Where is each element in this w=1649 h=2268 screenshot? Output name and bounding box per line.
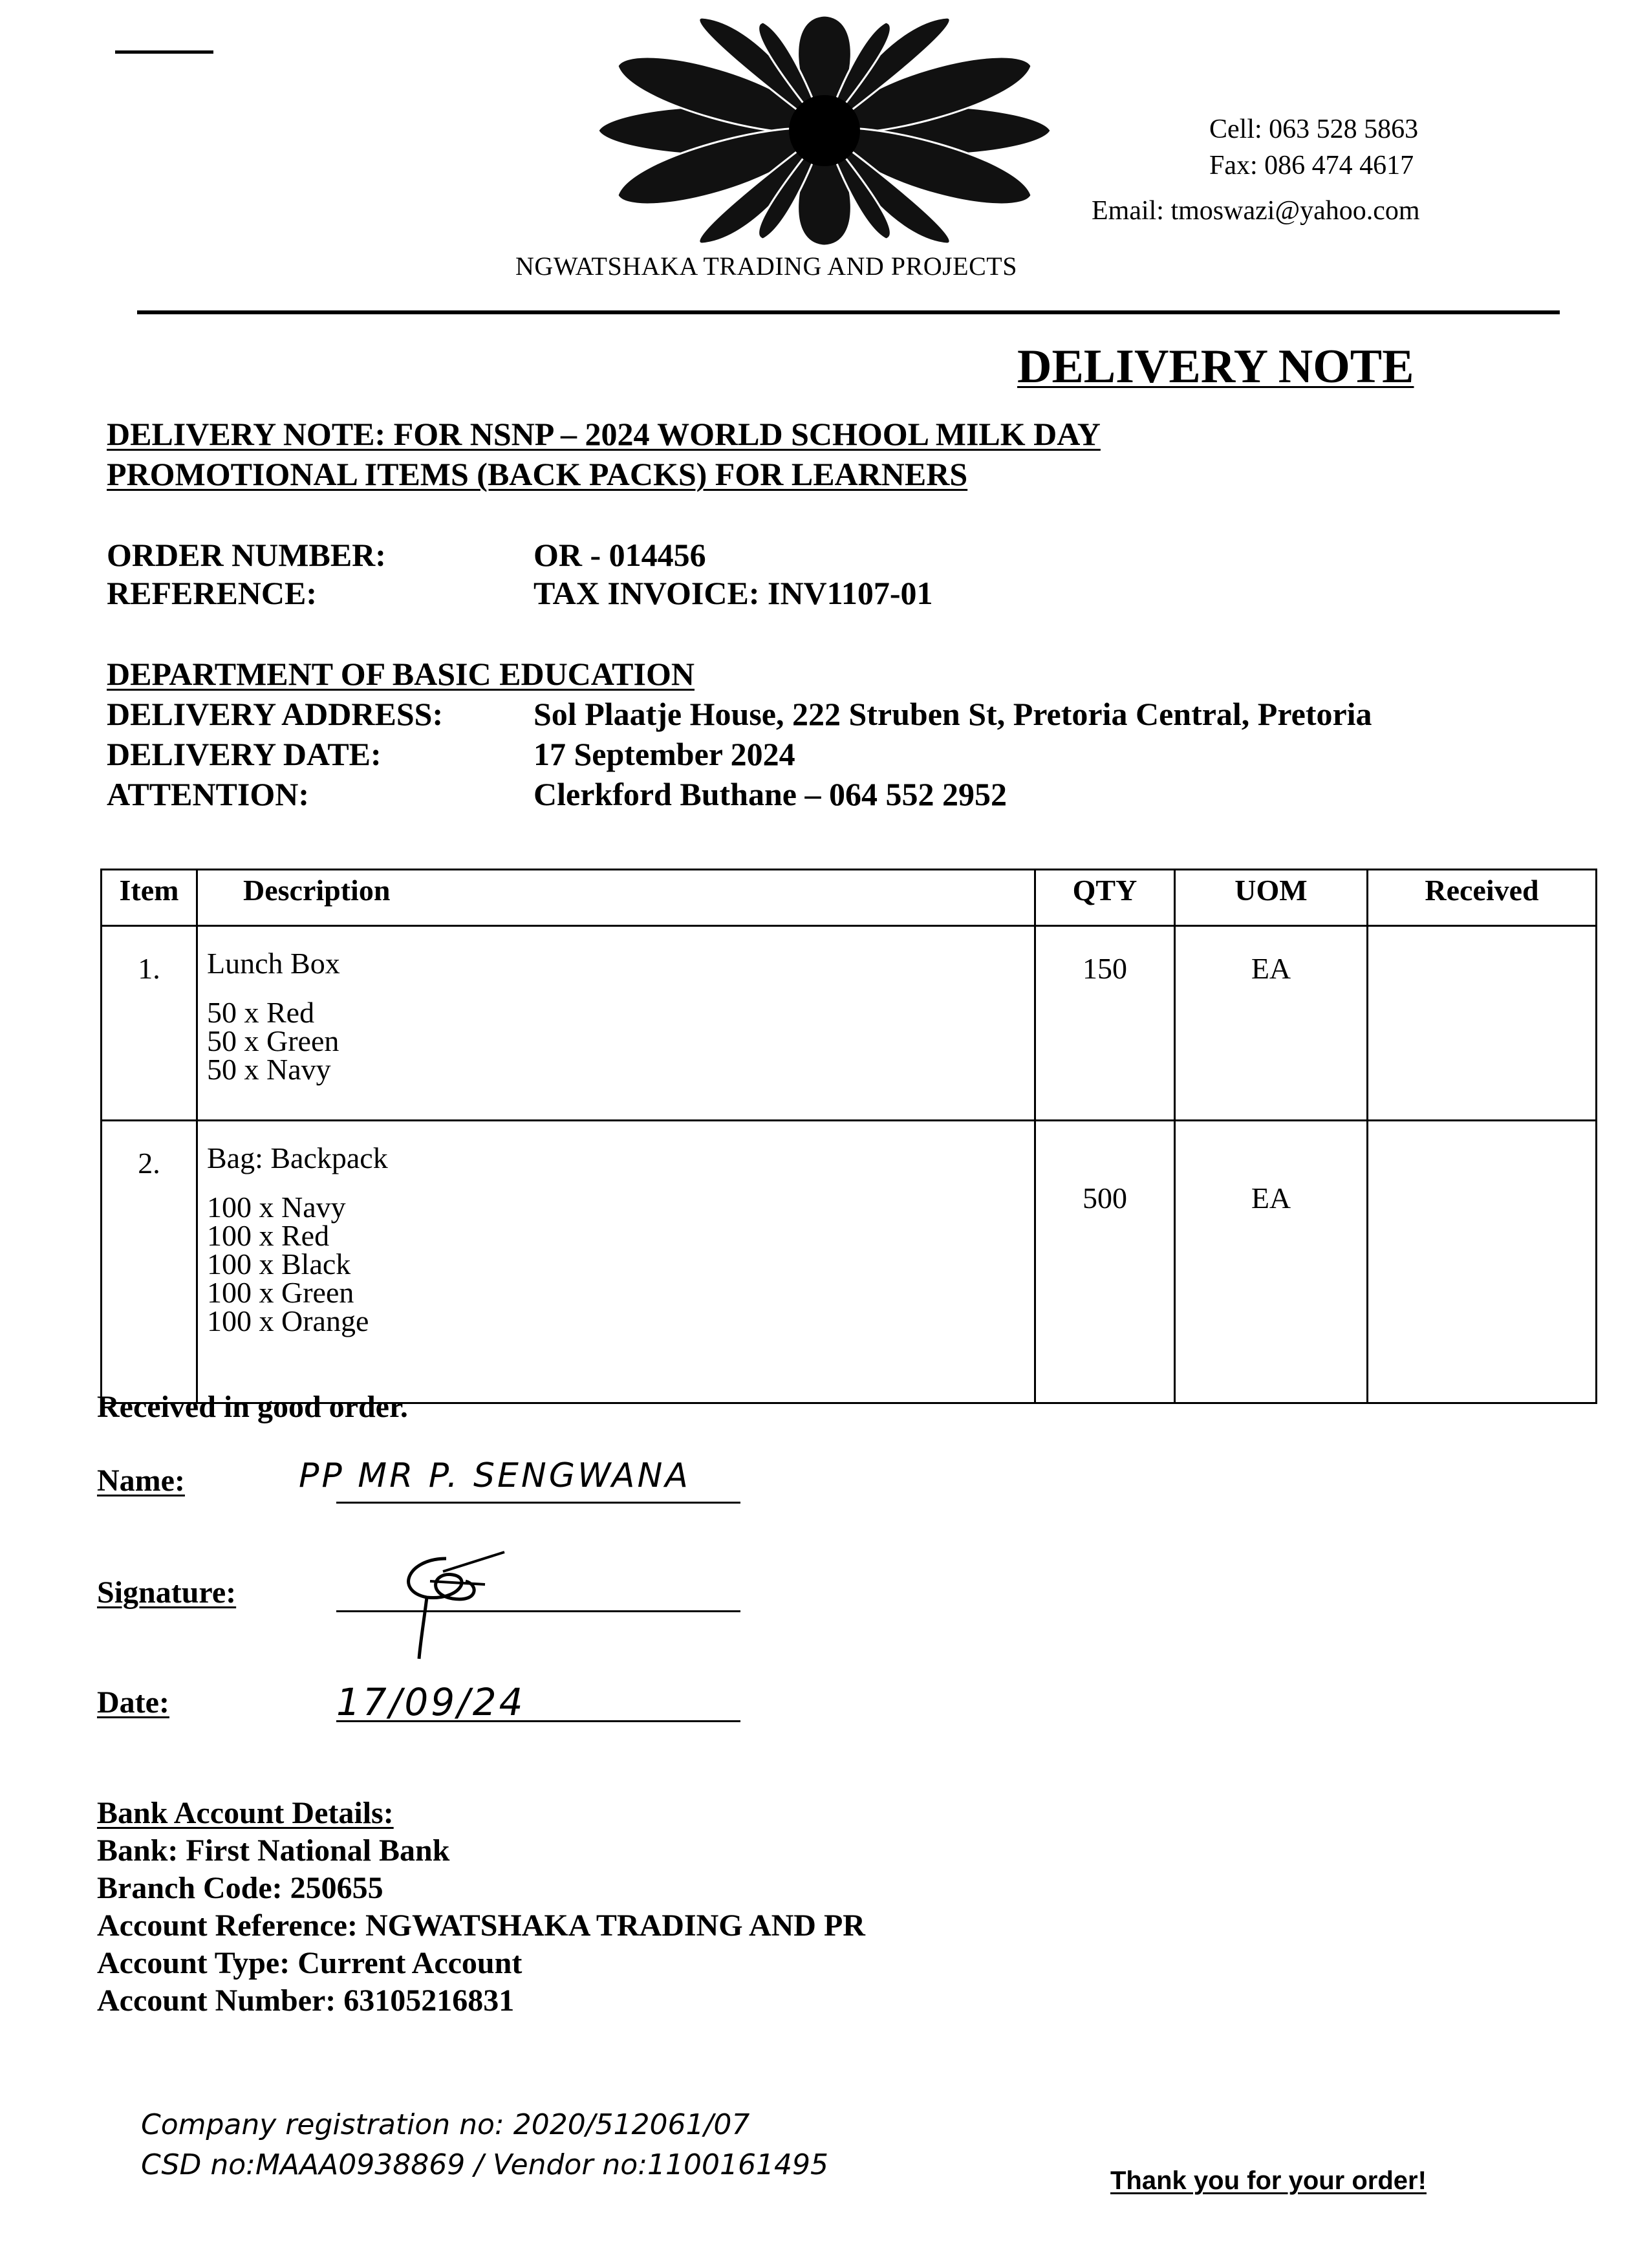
column-header-uom: UOM — [1175, 870, 1368, 926]
date-line — [336, 1720, 740, 1722]
bank-name: Bank: First National Bank — [97, 1833, 450, 1868]
item-variant: 100 x Red — [207, 1219, 330, 1252]
item-uom: EA — [1175, 926, 1368, 1121]
company-logo-flower-icon — [592, 14, 1057, 247]
item-variant: 100 x Black — [207, 1247, 351, 1280]
company-registration: Company registration no: 2020/512061/07 — [141, 2108, 750, 2141]
contact-cell: Cell: 063 528 5863 — [1209, 114, 1419, 144]
document-subtitle-line-2: PROMOTIONAL ITEMS (BACK PACKS) FOR LEARNERS — [107, 456, 968, 492]
handwritten-date: 17/09/24 — [336, 1680, 526, 1724]
item-number: 2. — [102, 1121, 197, 1403]
contact-email: Email: tmoswazi@yahoo.com — [1092, 196, 1420, 226]
items-table — [100, 869, 1597, 1404]
item-variant: 50 x Red — [207, 996, 315, 1029]
name-line — [336, 1502, 740, 1504]
item-description — [197, 926, 1035, 1121]
item-received — [1368, 926, 1597, 1121]
column-header-qty: QTY — [1035, 870, 1175, 926]
date-label: Date: — [97, 1685, 169, 1720]
reference-value: TAX INVOICE: INV1107-01 — [534, 575, 933, 611]
item-variant: 100 x Navy — [207, 1191, 346, 1224]
order-number-label: ORDER NUMBER: — [107, 537, 386, 573]
column-header-description: Description — [197, 870, 1035, 926]
item-variant: 50 x Navy — [207, 1053, 331, 1086]
order-number-value: OR - 014456 — [534, 537, 706, 573]
bank-details-heading: Bank Account Details: — [97, 1796, 394, 1830]
item-description — [197, 1121, 1035, 1403]
table-row — [102, 1121, 1597, 1403]
received-statement: Received in good order. — [97, 1390, 408, 1424]
item-uom: EA — [1175, 1121, 1368, 1403]
contact-fax: Fax: 086 474 4617 — [1209, 151, 1414, 180]
attention-value: Clerkford Buthane – 064 552 2952 — [534, 776, 1007, 812]
signature-line — [336, 1610, 740, 1612]
account-type: Account Type: Current Account — [97, 1946, 523, 1980]
handwritten-name: PP MR P. SENGWANA — [299, 1456, 691, 1495]
item-variant: 100 x Green — [207, 1276, 354, 1309]
delivery-date-value: 17 September 2024 — [534, 736, 795, 772]
column-header-received: Received — [1368, 870, 1597, 926]
document-subtitle-line-1: DELIVERY NOTE: FOR NSNP – 2024 WORLD SCHOOL MILK DAY — [107, 416, 1101, 452]
item-qty: 150 — [1035, 926, 1175, 1121]
item-received — [1368, 1121, 1597, 1403]
signature-label: Signature: — [97, 1575, 237, 1610]
thank-you-note: Thank you for your order! — [1110, 2166, 1427, 2195]
scan-mark — [115, 50, 213, 54]
branch-code: Branch Code: 250655 — [97, 1871, 383, 1905]
item-qty: 500 — [1035, 1121, 1175, 1403]
csd-vendor-number: CSD no:MAAA0938869 / Vendor no:1100161495 — [141, 2148, 828, 2181]
name-label: Name: — [97, 1463, 185, 1498]
account-reference: Account Reference: NGWATSHAKA TRADING AND PR — [97, 1908, 865, 1943]
item-variant: 50 x Green — [207, 1024, 339, 1057]
handwritten-signature — [382, 1546, 517, 1662]
department-heading: DEPARTMENT OF BASIC EDUCATION — [107, 656, 695, 692]
item-name: Bag: Backpack — [207, 1141, 388, 1174]
item-variant: 100 x Orange — [207, 1304, 369, 1337]
header-divider — [137, 310, 1560, 314]
page-title: DELIVERY NOTE — [1017, 340, 1414, 393]
table-header-row — [102, 870, 1597, 926]
account-number: Account Number: 63105216831 — [97, 1983, 515, 2018]
attention-label: ATTENTION: — [107, 776, 310, 812]
delivery-address-label: DELIVERY ADDRESS: — [107, 696, 444, 732]
table-row — [102, 926, 1597, 1121]
delivery-address-value: Sol Plaatje House, 222 Struben St, Pretoria Central, Pretoria — [534, 696, 1372, 732]
delivery-date-label: DELIVERY DATE: — [107, 736, 382, 772]
company-name: NGWATSHAKA TRADING AND PROJECTS — [515, 252, 1017, 281]
item-number: 1. — [102, 926, 197, 1121]
column-header-item: Item — [102, 870, 197, 926]
item-name: Lunch Box — [207, 947, 340, 980]
reference-label: REFERENCE: — [107, 575, 318, 611]
